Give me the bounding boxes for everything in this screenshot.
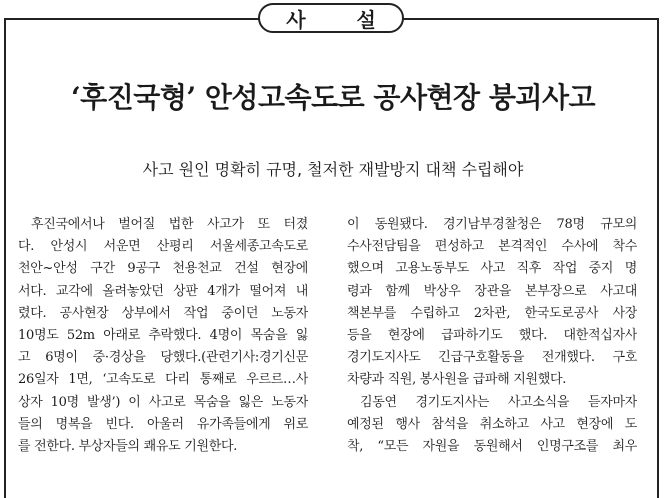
paragraph-line: 서다. 교각에 올려놓았던 상판 4개가 떨어져 내 (18, 283, 308, 299)
paragraph-line: 다. 안성시 서운면 산평리 서울세종고속도로 (18, 239, 308, 255)
paragraph-line: 들의 명복을 빈다. 아울러 유가족들에게 위로 (18, 416, 308, 432)
editorial-banner (258, 3, 404, 33)
paragraph-line: 차량과 직원, 봉사원을 급파해 지원했다. (347, 372, 567, 388)
headline: ‘후진국형’ 안성고속도로 공사현장 붕괴사고 (70, 81, 596, 114)
paragraph-line: 천안~안성 구간 9공구 천용천교 건설 현장에 (18, 261, 308, 277)
banner-label: 사 설 (286, 7, 398, 32)
paragraph-line: 예정된 행사 참석을 취소하고 사고 현장에 도 (347, 416, 637, 432)
paragraph-line: 령과 함께 박상우 장관을 본부장으로 사고대 (347, 283, 637, 299)
left-column (18, 214, 308, 458)
subheadline: 사고 원인 명확히 규명, 철저한 재발방지 대책 수립해야 (142, 160, 524, 179)
paragraph-line: 렸다. 공사현장 상부에서 작업 중이던 노동자 (18, 305, 308, 321)
paragraph-line: 후진국에서나 벌어질 법한 사고가 또 터졌 (31, 217, 308, 232)
paragraph-line: 책본부를 수립하고 2차관, 한국도로공사 사장 (347, 305, 637, 321)
paragraph-line: 수사전담팀을 편성하고 본격적인 수사에 착수 (347, 239, 637, 255)
right-column (347, 214, 637, 458)
paragraph-line: 했으며 고용노동부도 사고 직후 작업 중지 명 (347, 261, 637, 277)
paragraph-line: 이 동원됐다. 경기남부경찰청은 78명 규모의 (347, 217, 637, 232)
paragraph-line: 경기도지사도 긴급구호활동을 전개했다. 구호 (347, 350, 637, 366)
paragraph-line: 착, “모든 자원을 동원해서 인명구조를 최우 (347, 438, 637, 454)
paragraph-line: 를 전한다. 부상자들의 쾌유도 기원한다. (18, 438, 238, 454)
paragraph-line: 26일자 1면, ‘고속도로 다리 통째로 우르르…사 (18, 372, 308, 388)
paragraph-line: 10명도 52m 아래로 추락했다. 4명이 목숨을 잃 (18, 327, 308, 343)
paragraph-line: 상자 10명 발생’) 이 사고로 목숨을 잃은 노동자 (18, 394, 308, 410)
paragraph-line: 김동연 경기도지사는 사고소식을 듣자마자 (360, 394, 637, 410)
paragraph-line: 등을 현장에 급파하기도 했다. 대한적십자사 (347, 327, 637, 343)
paragraph-line: 고 6명이 중·경상을 당했다.(관련기사:경기신문 (18, 350, 308, 366)
